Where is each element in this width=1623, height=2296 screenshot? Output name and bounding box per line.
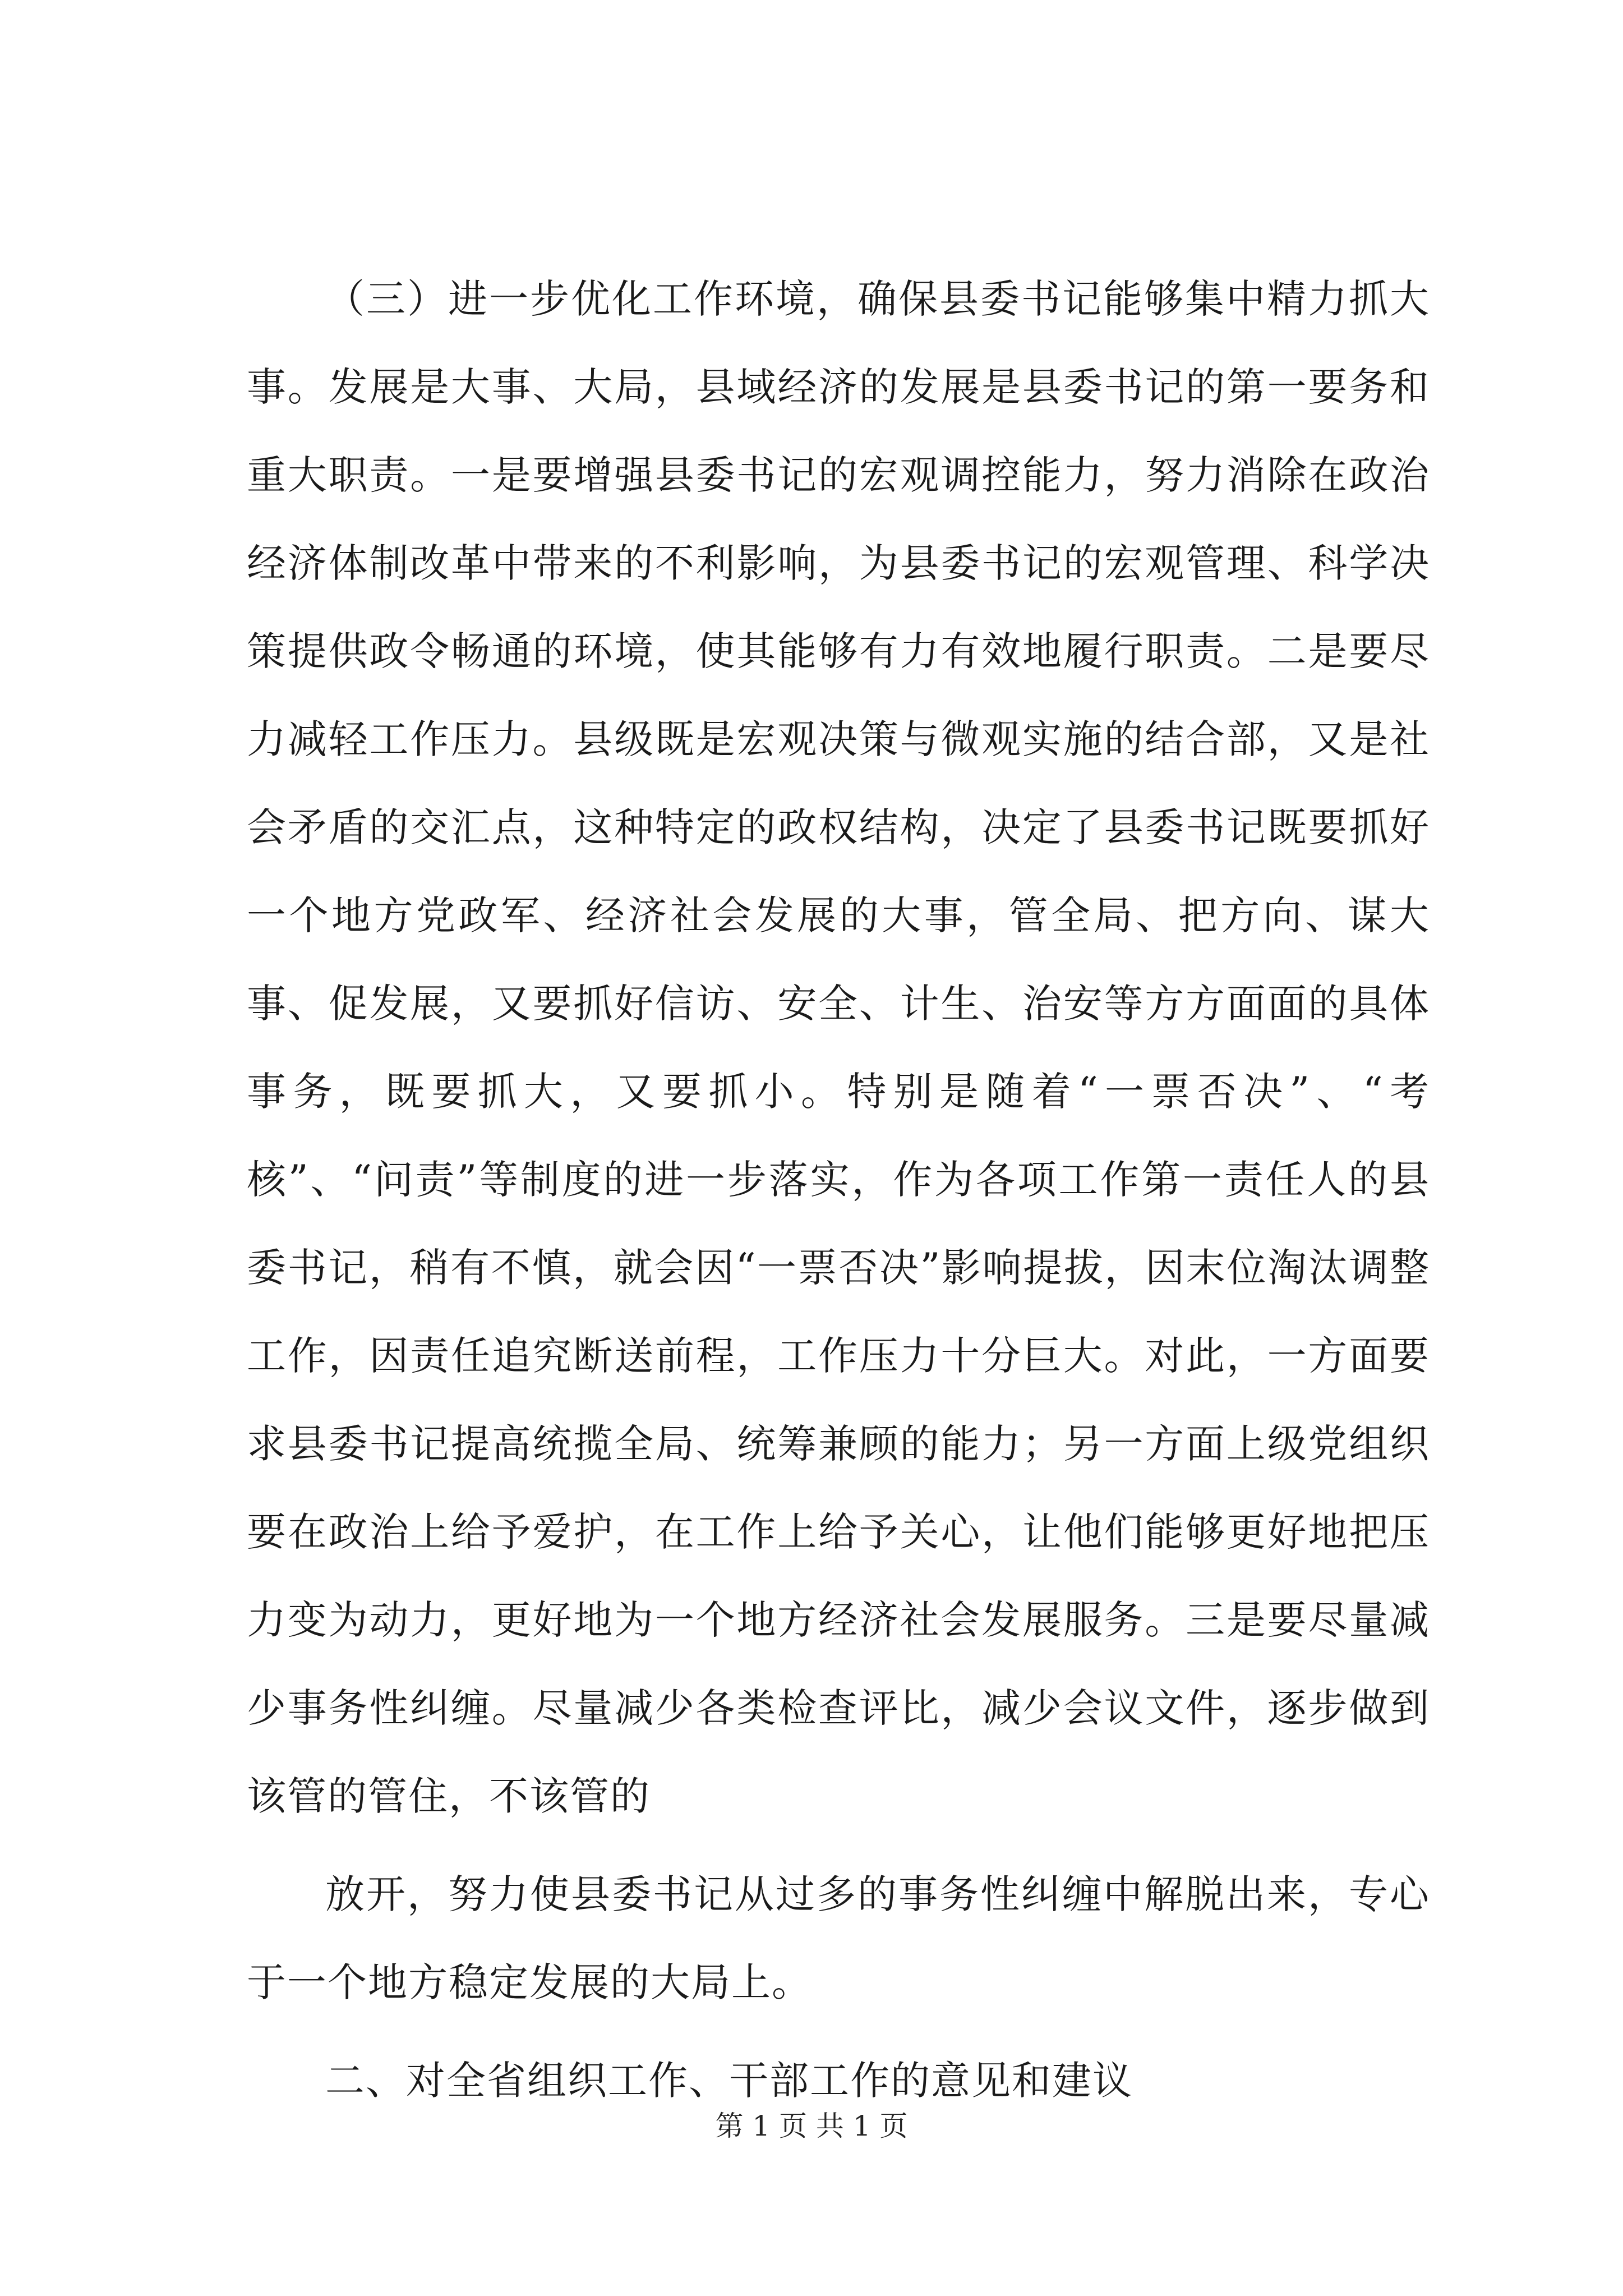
section-heading: 二、对全省组织工作、干部工作的意见和建议 bbox=[325, 2058, 1133, 2104]
body-paragraph-2: 放开，努力使县委书记从过多的事务性纠缠中解脱出来，专心于一个地方稳定发展的大局上。 bbox=[247, 1871, 1430, 2005]
body-paragraph-1: （三）进一步优化工作环境，确保县委书记能够集中精力抓大事。发展是大事、大局，县域经济的发展是县委书记的第一要务和重大职责。一是要增强县委书记的宏观调控能力，努力消除在政治经济体制改革中带来的不利影响，为县委书记的宏观管理、科学决策提供政令畅通的环境，使其能够有力有效地履行职责。二是要尽力减轻工作压力。县级既是宏观决策与微观实施的结合部，又是社会矛盾的交汇点，这种特定的政权结构，决定了县委书记既要抓好一个地方党政军、经济社会发展的大事，管全局、把方向、谋大事、促发展，又要抓好信访、安全、计生、治安等方方面面的具体事务，既要抓大，又要抓小。特别是随着“一票否决”、“考核”、“问责”等制度的进一步落实，作为各项工作第一责任人的县委书记，稍有不慎，就会因“一票否决”影响提拔，因末位淘汰调整工作，因责任追究断送前程，工作压力十分巨大。对此，一方面要求县委书记提高统揽全局、统筹兼顾的能力；另一方面上级党组织要在政治上给予爱护，在工作上给予关心，让他们能够更好地把压力变为动力，更好地为一个地方经济社会发展服务。三是要尽量减少事务性纠缠。尽量减少各类检查评比，减少会议文件，逐步做到该管的管住，不该管的 bbox=[247, 276, 1430, 1819]
page-footer: 第 1 页 共 1 页 bbox=[715, 2110, 908, 2142]
document-body bbox=[247, 255, 1430, 2125]
